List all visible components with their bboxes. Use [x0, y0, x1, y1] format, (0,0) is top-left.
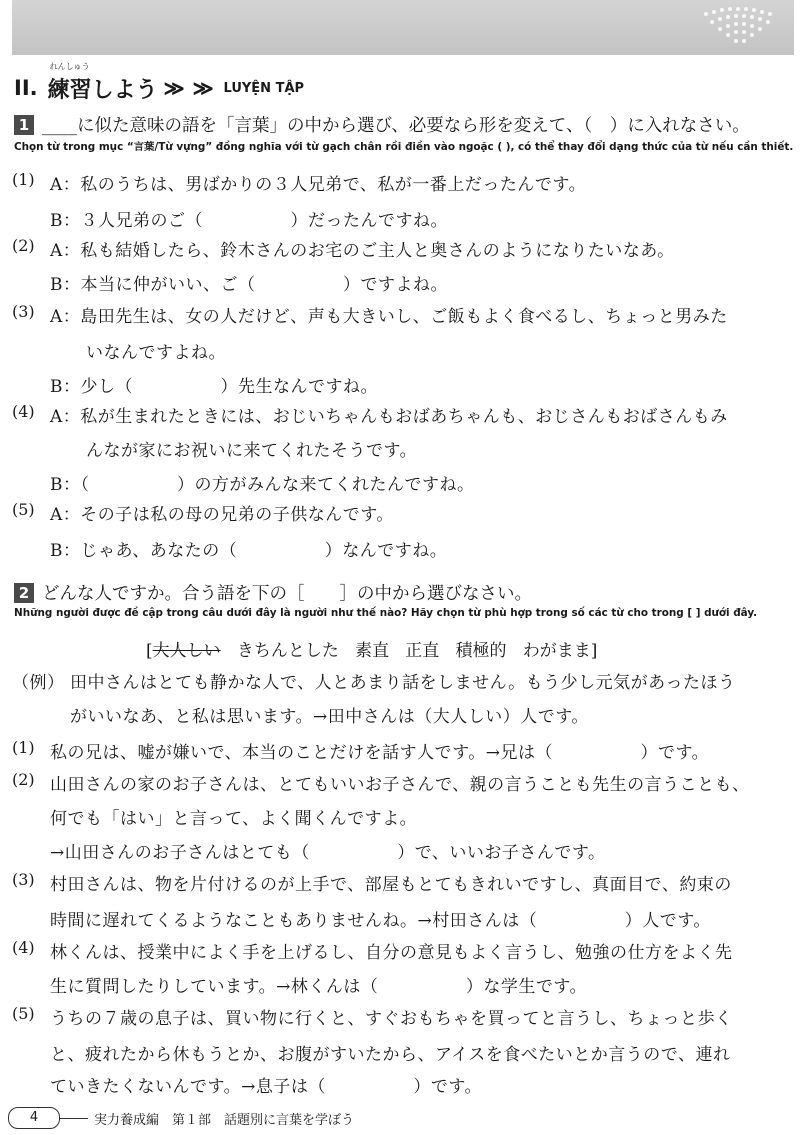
example-label: （例） [12, 673, 65, 693]
word-choice: わがまま [522, 641, 591, 661]
word-choice: 大人しい [152, 641, 221, 661]
word-choice: 素直 [355, 641, 390, 661]
footer-divider [60, 1118, 88, 1119]
item-number: (4) [12, 402, 35, 421]
section-subtitle: LUYỆN TẬP [223, 80, 305, 96]
section-title [14, 61, 305, 106]
question-number: 2 [14, 583, 34, 603]
item-number: (3) [12, 302, 35, 321]
chevron-icon: ≫ [192, 76, 208, 100]
item-line: →山田さんのお子さんはとても（ ）で、いいお子さんです。 [50, 843, 606, 863]
item-number: (1) [12, 738, 35, 757]
question-instruction-vn: Những người được đề cập trong câu dưới đây là người như thế nào? Hãy chọn từ phù hợp trong số các từ cho trong [ ] dưới đây. [14, 607, 758, 619]
item-number: (3) [12, 870, 35, 889]
example-line: がいいなあ、と私は思います。→田中さんは（大人しい）人です。 [70, 707, 589, 727]
item-line: んなが家にお祝いに来てくれたそうです。 [86, 441, 418, 461]
section-title-jp: れんしゅう 練習しよう [47, 61, 158, 103]
title-ruby: れんしゅう [49, 61, 90, 71]
item-line: 山田さんの家のお子さんは、とてもいいお子さんで、親の言うことも先生の言うことも、 [50, 775, 750, 795]
item-line: B：（ ）の方がみんな来てくれたんですね。 [50, 475, 475, 495]
page-number: 4 [8, 1107, 60, 1129]
item-number: (5) [12, 1004, 35, 1023]
item-line: A：島田先生は、女の人だけど、声も大きいし、ご飯もよく食べるし、ちょっと男みた [50, 307, 728, 327]
item-line: A：私も結婚したら、鈴木さんのお宅のご主人と奥さんのようになりたいなあ。 [50, 241, 675, 261]
word-choice-box: [大人しい きちんとした 素直 正直 積極的 わがまま] [146, 641, 598, 661]
item-line: A：私のうちは、男ばかりの３人兄弟で、私が一番上だったんです。 [50, 175, 587, 195]
question-instruction: どんな人ですか。合う語を下の［ ］の中から選びなさい。 [42, 584, 532, 604]
item-number: (5) [12, 500, 35, 519]
question-number: 1 [14, 115, 34, 135]
header-bar [12, 0, 794, 55]
item-line: 村田さんは、物を片付けるのが上手で、部屋もとてもきれいですし、真面目で、約束の [50, 875, 732, 895]
item-number: (2) [12, 236, 35, 255]
item-number: (1) [12, 170, 35, 189]
item-line: と、疲れたから休もうとか、お腹がすいたから、アイスを食べたいとか言うので、連れ [50, 1045, 731, 1065]
item-line: B：少し（ ）先生なんですね。 [50, 377, 378, 397]
item-line: A：その子は私の母の兄弟の子供なんです。 [50, 505, 394, 525]
item-number: (4) [12, 938, 35, 957]
item-line: B：じゃあ、あなたの（ ）なんですね。 [50, 541, 448, 561]
section-number: II. [14, 76, 38, 100]
item-line: A：私が生まれたときには、おじいちゃんもおばあちゃんも、おじさんもおばさんもみ [50, 407, 728, 427]
question-2-header [14, 580, 532, 605]
item-line: 時間に遅れてくるようなこともありませんね。→村田さんは（ ）人です。 [50, 911, 711, 931]
example-line: 田中さんはとても静かな人で、人とあまり話をしません。もう少し元気があったほう [70, 673, 736, 693]
word-choice: きちんとした [236, 641, 339, 661]
question-1-header [14, 112, 750, 137]
question-instruction-vn: Chọn từ trong mục “言葉/Từ vựng” đồng nghĩa với từ gạch chân rồi điền vào ngoặc ( ), có thể thay đổi dạng thức của từ nếu cần thiết. [14, 141, 794, 153]
item-line: ていきたくないんです。→息子は（ ）です。 [50, 1077, 483, 1097]
footer-text: 実力養成編 第１部 話題別に言葉を学ぼう [94, 1112, 355, 1128]
item-line: 何でも「はい」と言って、よく聞くんですよ。 [50, 809, 418, 829]
chevron-icon: ≫ [163, 76, 179, 100]
item-line: 私の兄は、嘘が嫌いで、本当のことだけを話す人です。→兄は（ ）です。 [50, 743, 710, 763]
page-footer [8, 1107, 354, 1129]
item-line: 林くんは、授業中によく手を上げるし、自分の意見もよく言うし、勉強の仕方をよく先 [50, 943, 733, 963]
item-line: うちの７歳の息子は、買い物に行くと、すぐおもちゃを買ってと言うし、ちょっと歩く [50, 1009, 733, 1029]
word-choice: 正直 [405, 641, 440, 661]
word-choice: 積極的 [455, 641, 507, 661]
item-line: 生に質問したりしています。→林くんは（ ）な学生です。 [50, 977, 588, 997]
item-number: (2) [12, 770, 35, 789]
item-line: B：３人兄弟のご（ ）だったんですね。 [50, 211, 448, 231]
item-line: B：本当に仲がいい、ご（ ）ですよね。 [50, 275, 448, 295]
dot-pattern-icon [698, 4, 778, 48]
item-line: いなんですよね。 [86, 343, 226, 363]
question-instruction: ____に似た意味の語を「言葉」の中から選び、必要なら形を変えて、（ ）に入れなさい。 [42, 116, 750, 136]
